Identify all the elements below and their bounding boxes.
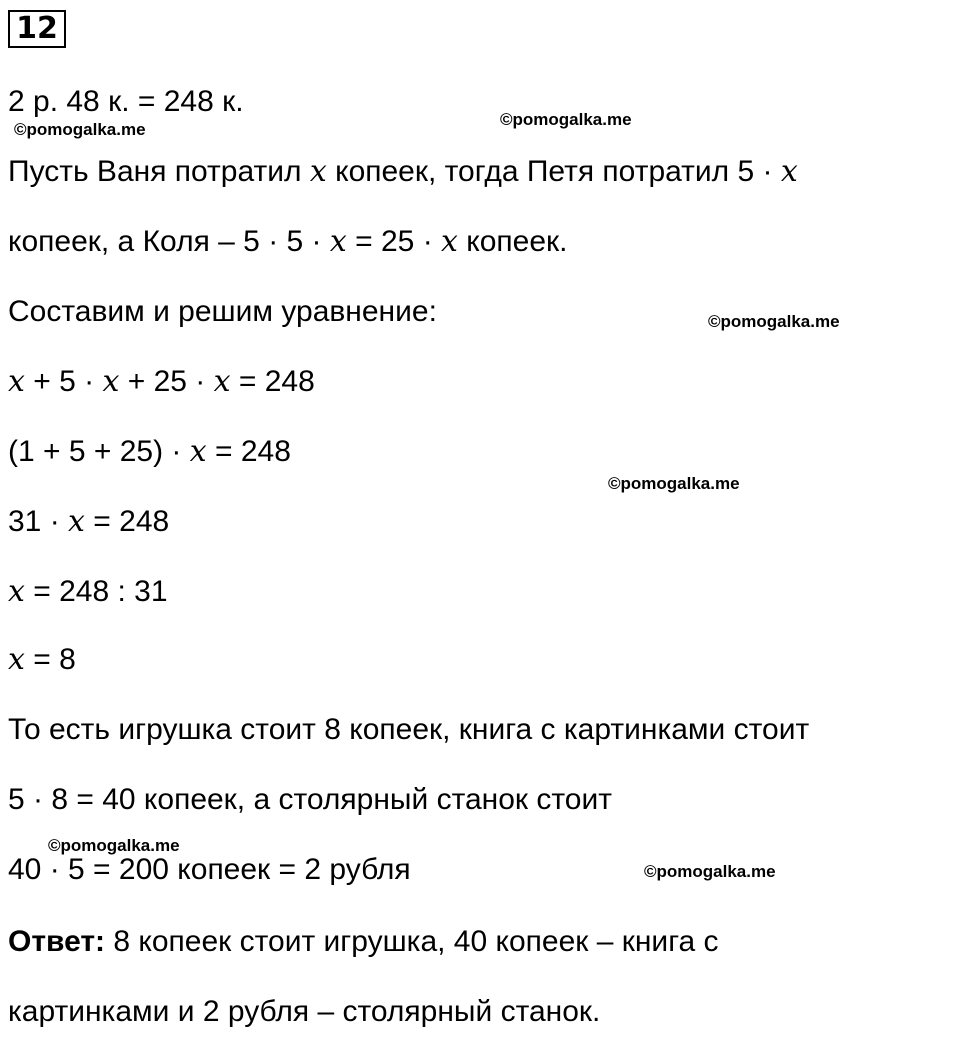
watermark: ©pomogalka.me xyxy=(708,312,840,331)
answer-line xyxy=(8,924,719,960)
text-segment: = 25 · xyxy=(346,225,442,258)
variable-x: 𝑥 xyxy=(8,364,25,399)
watermark: ©pomogalka.me xyxy=(48,836,180,855)
text-segment: + 25 · xyxy=(119,365,214,398)
watermark: ©pomogalka.me xyxy=(14,120,146,139)
text-segment: + 5 · xyxy=(24,365,103,398)
text-segment: Пусть Ваня потратил xyxy=(8,155,310,188)
equation-line-2 xyxy=(8,434,291,470)
variable-x: 𝑥 xyxy=(213,364,231,399)
variable-x: 𝑥 xyxy=(329,224,347,259)
text-line-10: То есть игрушка стоит 8 копеек, книга с картинками стоит xyxy=(8,713,810,746)
text-line-3 xyxy=(8,224,568,260)
variable-x: 𝑥 xyxy=(102,364,120,399)
equation-line-1 xyxy=(8,364,315,400)
variable-x: 𝑥 xyxy=(8,574,25,609)
task-number-box: 12 xyxy=(8,10,66,48)
answer-label: Ответ: xyxy=(8,925,106,958)
watermark: ©pomogalka.me xyxy=(608,474,740,493)
variable-x: 𝑥 xyxy=(309,154,327,189)
text-line-11: 5 · 8 = 40 копеек, а столярный станок стоит xyxy=(8,783,612,816)
text-segment: = 248 xyxy=(206,435,291,468)
equation-line-4 xyxy=(8,574,168,610)
text-line-2 xyxy=(8,154,798,190)
answer-text: 8 копеек стоит игрушка, 40 копеек – книга с xyxy=(105,925,719,958)
text-segment: 31 · xyxy=(8,505,69,538)
equation-line-5 xyxy=(8,642,76,678)
text-segment: = 248 xyxy=(84,505,170,538)
text-segment: (1 + 5 + 25) · xyxy=(8,435,190,468)
variable-x: 𝑥 xyxy=(780,154,798,189)
variable-x: 𝑥 xyxy=(189,434,207,469)
text-segment: = 248 : 31 xyxy=(24,575,168,608)
variable-x: 𝑥 xyxy=(8,642,25,677)
text-line-4: Составим и решим уравнение: xyxy=(8,295,437,328)
text-segment: = 248 xyxy=(230,365,315,398)
equation-line-3 xyxy=(8,504,169,540)
watermark: ©pomogalka.me xyxy=(644,862,776,881)
text-line-12: 40 · 5 = 200 копеек = 2 рубля xyxy=(8,853,411,886)
text-line-14: картинками и 2 рубля – столярный станок. xyxy=(8,995,601,1028)
text-segment: копеек. xyxy=(457,225,568,258)
variable-x: 𝑥 xyxy=(68,504,85,539)
text-line-1: 2 р. 48 к. = 248 к. xyxy=(8,85,244,118)
watermark: ©pomogalka.me xyxy=(500,110,632,129)
text-segment: = 8 xyxy=(24,643,76,676)
text-segment: копеек, тогда Петя потратил 5 · xyxy=(326,155,781,188)
text-segment: копеек, а Коля – 5 · 5 · xyxy=(8,225,330,258)
variable-x: 𝑥 xyxy=(441,224,458,259)
